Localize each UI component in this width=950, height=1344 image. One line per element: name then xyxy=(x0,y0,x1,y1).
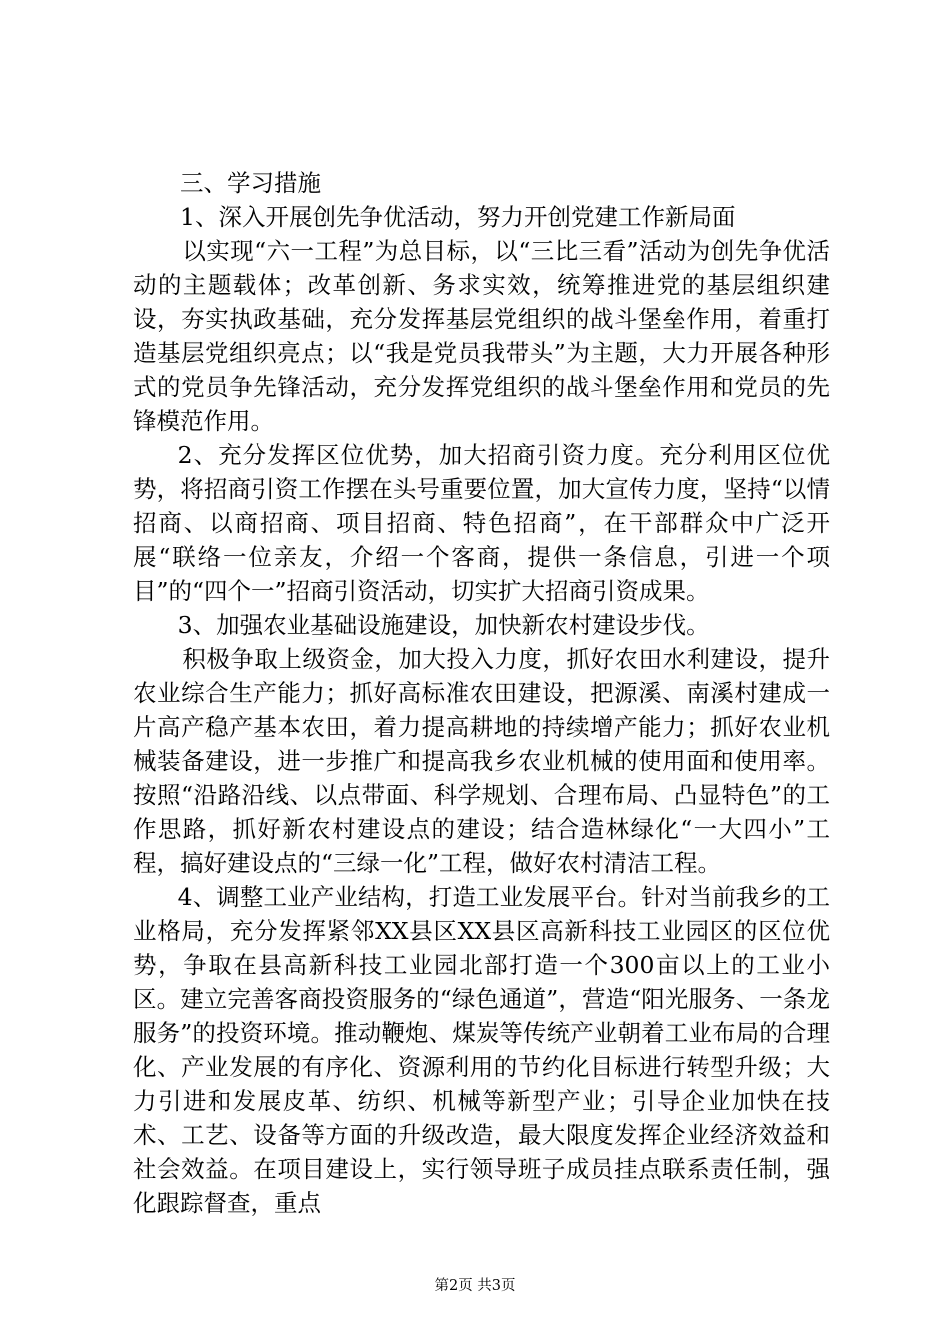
section-heading: 三、学习措施 xyxy=(180,169,321,197)
document-body xyxy=(133,166,830,1220)
paragraph-1-body: 以实现“六一工程”为总目标，以“三比三看”活动为创先争优活动的主题载体；改革创新、务求实效，统筹推进党的基层组织建设，夯实执政基础，充分发挥基层党组织的战斗堡垒作用，着重打造基层党组织亮点；以“我是党员我带头”为主题，大力开展各种形式的党员争先锋活动，充分发挥党组织的战斗堡垒作用和党员的先锋模范作用。 xyxy=(133,237,830,435)
paragraph-4: 4、调整工业产业结构，打造工业发展平台。针对当前我乡的工业格局，充分发挥紧邻XX县区XX县区高新科技工业园区的区位优势，争取在县高新科技工业园北部打造一个300亩以上的工业小区。建立完善客商投资服务的“绿色通道”，营造“阳光服务、一条龙服务”的投资环境。推动鞭炮、煤炭等传统产业朝着工业布局的合理化、产业发展的有序化、资源利用的节约化目标进行转型升级；大力引进和发展皮革、纺织、机械等新型产业；引导企业加快在技术、工艺、设备等方面的升级改造，最大限度发挥企业经济效益和社会效益。在项目建设上，实行领导班子成员挂点联系责任制，强化跟踪督查，重点 xyxy=(133,883,830,1217)
subsection-heading-1: 1、深入开展创先争优活动，努力开创党建工作新局面 xyxy=(180,203,736,231)
paragraph-2: 2、充分发挥区位优势，加大招商引资力度。充分利用区位优势，将招商引资工作摆在头号重要位置，加大宣传力度，坚持“以情招商、以商招商、项目招商、特色招商”，在干部群众中广泛开展“联络一位亲友，介绍一个客商，提供一条信息，引进一个项目”的“四个一”招商引资活动，切实扩大招商引资成果。 xyxy=(133,441,830,605)
paragraph-3-body: 积极争取上级资金，加大投入力度，抓好农田水利建设，提升农业综合生产能力；抓好高标准农田建设，把源溪、南溪村建成一片高产稳产基本农田，着力提高耕地的持续增产能力；抓好农业机械装备建设，进一步推广和提高我乡农业机械的使用面和使用率。按照“沿路沿线、以点带面、科学规划、合理布局、凸显特色”的工作思路，抓好新农村建设点的建设；结合造林绿化“一大四小”工程，搞好建设点的“三绿一化”工程，做好农村清洁工程。 xyxy=(133,645,830,877)
page-number-footer: 第2页 共3页 xyxy=(434,1278,516,1294)
subsection-heading-3: 3、加强农业基础设施建设，加快新农村建设步伐。 xyxy=(177,611,710,639)
